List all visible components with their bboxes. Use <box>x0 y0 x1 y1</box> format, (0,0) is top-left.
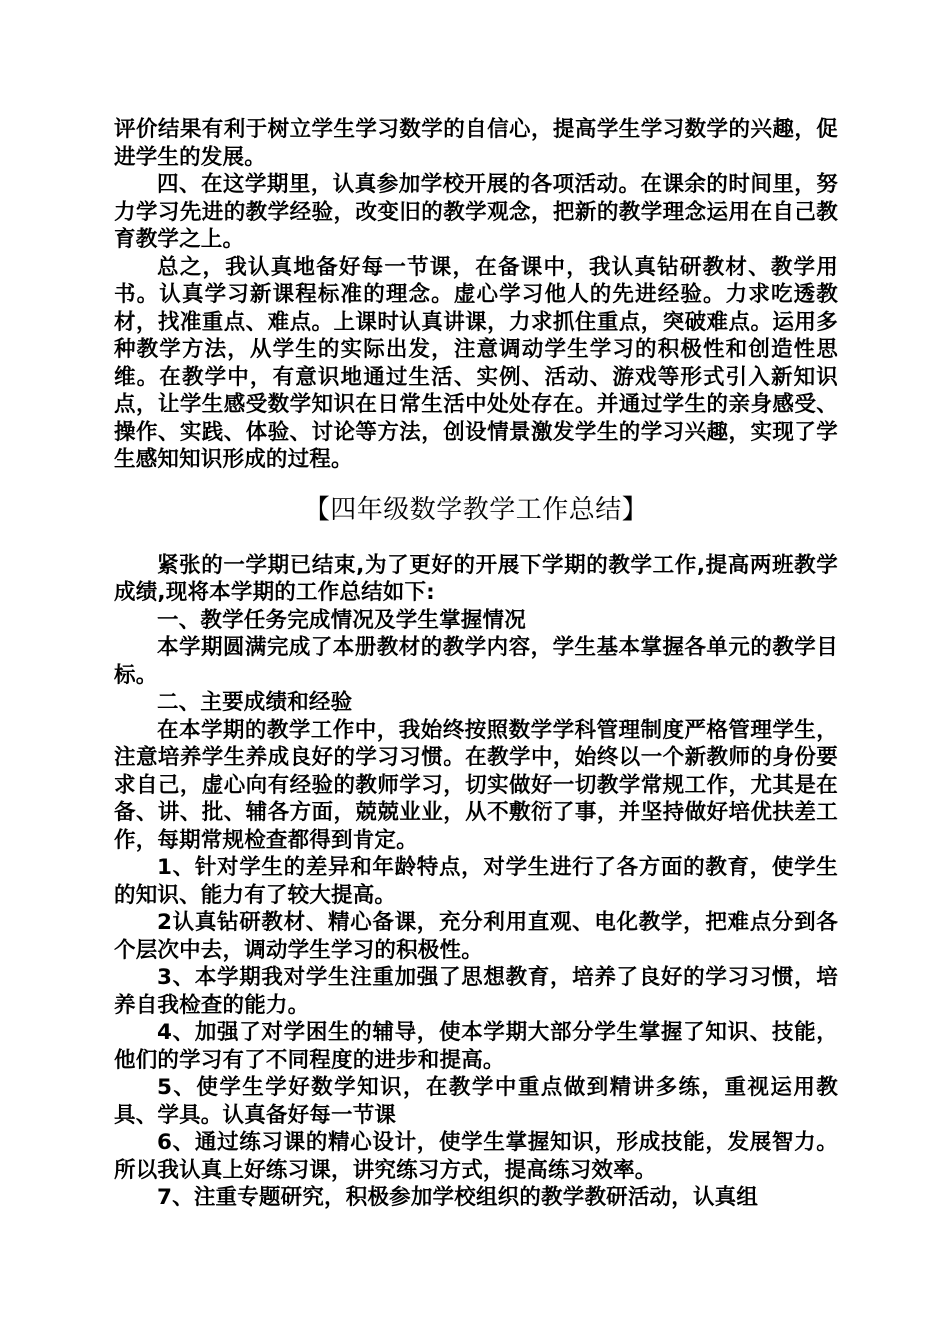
list-item: 2认真钻研教材、精心备课，充分利用直观、电化教学，把难点分到各个层次中去，调动学生学习的积极性。 <box>114 910 838 963</box>
paragraph: 本学期圆满完成了本册教材的教学内容，学生基本掌握各单元的教学目标。 <box>114 635 838 688</box>
list-item: 4、加强了对学困生的辅导，使本学期大部分学生掌握了知识、技能，他们的学习有了不同程度的进步和提高。 <box>114 1020 838 1073</box>
list-item: 7、注重专题研究，积极参加学校组织的教学教研活动，认真组 <box>157 1185 759 1210</box>
section-heading: 二、主要成绩和经验 <box>157 690 353 715</box>
paragraph: 总之，我认真地备好每一节课，在备课中，我认真钻研教材、教学用书。认真学习新课程标准的理念。虚心学习他人的先进经验。力求吃透教材，找准重点、难点。上课时认真讲课，力求抓住重点，突破难点。运用多种教学方法，从学生的实际出发，注意调动学生学习的积极性和创造性思维。在教学中，有意识地通过生活、实例、活动、游戏等形式引入新知识点，让学生感受数学知识在日常生活中处处存在。并通过学生的亲身感受、操作、实践、体验、讨论等方法，创设情景激发学生的学习兴趣，实现了学生感知知识形成的过程。 <box>114 254 838 472</box>
paragraph: 在本学期的教学工作中，我始终按照数学学科管理制度严格管理学生，注意培养学生养成良好的学习习惯。在教学中，始终以一个新教师的身份要求自己，虚心向有经验的教师学习，切实做好一切教学常规工作，尤其是在备、讲、批、辅各方面，兢兢业业，从不敷衍了事，并坚持做好培优扶差工作，每期常规检查都得到肯定。 <box>114 717 838 853</box>
list-item: 1、针对学生的差异和年龄特点，对学生进行了各方面的教育，使学生的知识、能力有了较大提高。 <box>114 855 838 908</box>
paragraph: 评价结果有利于树立学生学习数学的自信心，提高学生学习数学的兴趣，促进学生的发展。 <box>114 117 838 170</box>
paragraph: 紧张的一学期已结束,为了更好的开展下学期的教学工作,提高两班教学成绩,现将本学期的工作总结如下: <box>114 552 838 605</box>
list-item: 5、使学生学好数学知识，在教学中重点做到精讲多练，重视运用教具、学具。认真备好每一节课 <box>114 1075 838 1128</box>
document-body <box>114 116 838 1212</box>
section-heading: 一、教学任务完成情况及学生掌握情况 <box>157 607 526 633</box>
list-item: 6、通过练习课的精心设计，使学生掌握知识，形成技能，发展智力。所以我认真上好练习课，讲究练习方式，提高练习效率。 <box>114 1130 838 1183</box>
section-title: 【四年级数学教学工作总结】 <box>303 494 649 525</box>
paragraph: 四、在这学期里，认真参加学校开展的各项活动。在课余的时间里，努力学习先进的教学经验，改变旧的教学观念，把新的教学理念运用在自己教育教学之上。 <box>114 172 838 252</box>
list-item: 3、本学期我对学生注重加强了思想教育，培养了良好的学习习惯，培养自我检查的能力。 <box>114 965 838 1018</box>
